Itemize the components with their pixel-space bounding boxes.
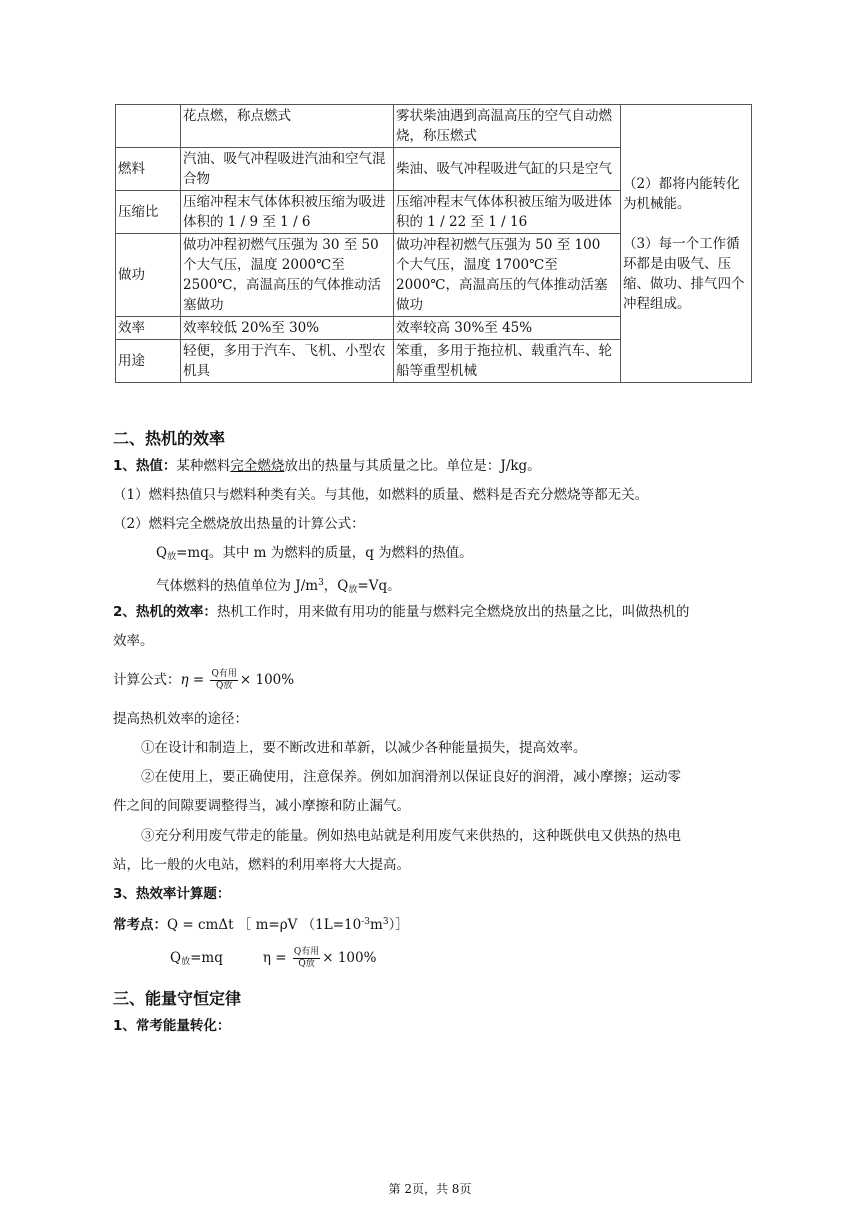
heat-formula: Q = cmΔt [167, 917, 234, 933]
calc-heading: 3、热效率计算题： [113, 886, 231, 902]
fraction [210, 669, 237, 692]
improve-item-1: ①在设计和制造上，要不断改进和革新，以减少各种能量损失，提高效率。 [141, 740, 587, 756]
denominator: Q放 [215, 681, 233, 691]
improve-item-3-cont: 站，比一般的火电站，燃料的利用率将大大提高。 [113, 857, 410, 873]
text: ，Q [323, 578, 349, 594]
gasoline-cell: 效率较低 20%至 30% [181, 317, 394, 340]
row-label: 效率 [116, 317, 181, 340]
row-label: 燃料 [116, 148, 181, 191]
text: =mq。其中 m 为燃料的质量，q 为燃料的热值。 [176, 545, 473, 561]
common-notes-cell [621, 105, 752, 383]
improve-item-2-cont: 件之间的间隙要调整得当，减小摩擦和防止漏气。 [113, 798, 410, 814]
row-label: 做功 [116, 234, 181, 317]
eta-symbol: η = [262, 950, 291, 966]
superscript: -3 [361, 917, 371, 927]
efficiency-formula [113, 666, 294, 694]
improve-item-3: ③充分利用废气带走的能量。例如热电站就是利用废气来供热的，这种既供电又供热的热电 [141, 828, 681, 844]
text: =mq [190, 950, 223, 966]
row-label [116, 105, 181, 148]
gasoline-cell: 轻便，多用于汽车、飞机、小型农机具 [181, 340, 394, 383]
gasoline-cell: 花点燃，称点燃式 [181, 105, 394, 148]
row-label: 压缩比 [116, 191, 181, 234]
row-label: 用途 [116, 340, 181, 383]
gasoline-cell: 做功冲程初燃气压强为 30 至 50 个大气压，温度 2000℃至 2500℃，高温高压的气体推动活塞做功 [181, 234, 394, 317]
text: 放出的热量与其质量之比。单位是：J/kg。 [284, 458, 541, 474]
common-point-label: 常考点： [113, 917, 167, 933]
note-3: （3）每一个工作循环都是由吸气、压缩、做功、排气四个冲程组成。 [623, 235, 745, 312]
improve-heading: 提高热机效率的途径： [113, 711, 248, 727]
diesel-cell: 做功冲程初燃气压强为 50 至 100 个大气压，温度 1700℃至 2000℃，高温高压的气体推动活塞做功 [394, 234, 621, 317]
eta-symbol: η = [180, 672, 209, 688]
gasoline-cell: 汽油、吸气冲程吸进汽油和空气混合物 [181, 148, 394, 191]
numerator: Q有用 [211, 669, 237, 679]
heat-value-note-2: （2）燃料完全燃烧放出热量的计算公式： [113, 516, 365, 532]
text: Q [170, 950, 182, 966]
text: × 100% [239, 672, 295, 688]
gasoline-cell: 压缩冲程末气体体积被压缩为吸进体积的 1 / 9 至 1 / 6 [181, 191, 394, 234]
diesel-cell: 柴油、吸气冲程吸进气缸的只是空气 [394, 148, 621, 191]
text: ［ m=ρV （1L=10 [237, 917, 362, 933]
text: ）］ [388, 917, 409, 933]
fraction [293, 947, 320, 970]
text: 气体燃料的热值单位为 J/m [156, 578, 319, 594]
subscript: 放 [167, 552, 177, 562]
text: 某种燃料 [176, 458, 231, 474]
diesel-cell: 笨重，多用于拖拉机、载重汽车、轮船等重型机械 [394, 340, 621, 383]
text: m [370, 917, 383, 933]
page-footer: 第 2页，共 8页 [388, 1182, 472, 1196]
superscript: 3 [382, 917, 389, 927]
efficiency-heading: 2、热机的效率： [113, 604, 217, 620]
diesel-cell: 雾状柴油遇到高温高压的空气自动燃烧，称压燃式 [394, 105, 621, 148]
text: =Vq。 [357, 578, 401, 594]
heat-formula-line [156, 543, 473, 567]
section-heading-efficiency: 二、热机的效率 [113, 429, 226, 448]
heat-value-note-1: （1）燃料热值只与燃料种类有关。与其他，如燃料的质量、燃料是否充分燃烧等都无关。 [113, 487, 649, 503]
denominator: Q放 [298, 959, 315, 969]
text: 热机工作时，用来做有用功的能量与燃料完全燃烧放出的热量之比，叫做热机的 [216, 604, 690, 620]
text: 计算公式： [113, 672, 181, 688]
efficiency-definition-cont: 效率。 [113, 633, 154, 649]
engine-comparison-table [115, 104, 752, 383]
heat-value-paragraph [113, 456, 541, 476]
energy-conversion-heading: 1、常考能量转化： [113, 1018, 231, 1034]
subscript: 放 [348, 585, 358, 595]
note-2: （2）都将内能转化为机械能。 [623, 175, 740, 212]
text: × 100% [322, 950, 377, 966]
underlined-text: 完全燃烧 [230, 458, 285, 474]
improve-item-2: ②在使用上，要正确使用，注意保养。例如加润滑剂以保证良好的润滑，减小摩擦；运动零 [141, 769, 681, 785]
section-heading-energy: 三、能量守恒定律 [113, 989, 242, 1008]
subscript: 放 [181, 957, 191, 967]
efficiency-definition [113, 602, 689, 622]
superscript: 3 [318, 578, 324, 588]
calc-formula-line [170, 944, 376, 976]
numerator: Q有用 [293, 947, 320, 957]
gas-fuel-line [156, 573, 401, 600]
text: Q [156, 545, 168, 561]
diesel-cell: 压缩冲程末气体体积被压缩为吸进体积的 1 / 22 至 1 / 16 [394, 191, 621, 234]
heat-value-heading: 1、热值： [113, 458, 177, 474]
common-point-line [113, 912, 409, 935]
table-row [116, 105, 752, 148]
diesel-cell: 效率较高 30%至 45% [394, 317, 621, 340]
